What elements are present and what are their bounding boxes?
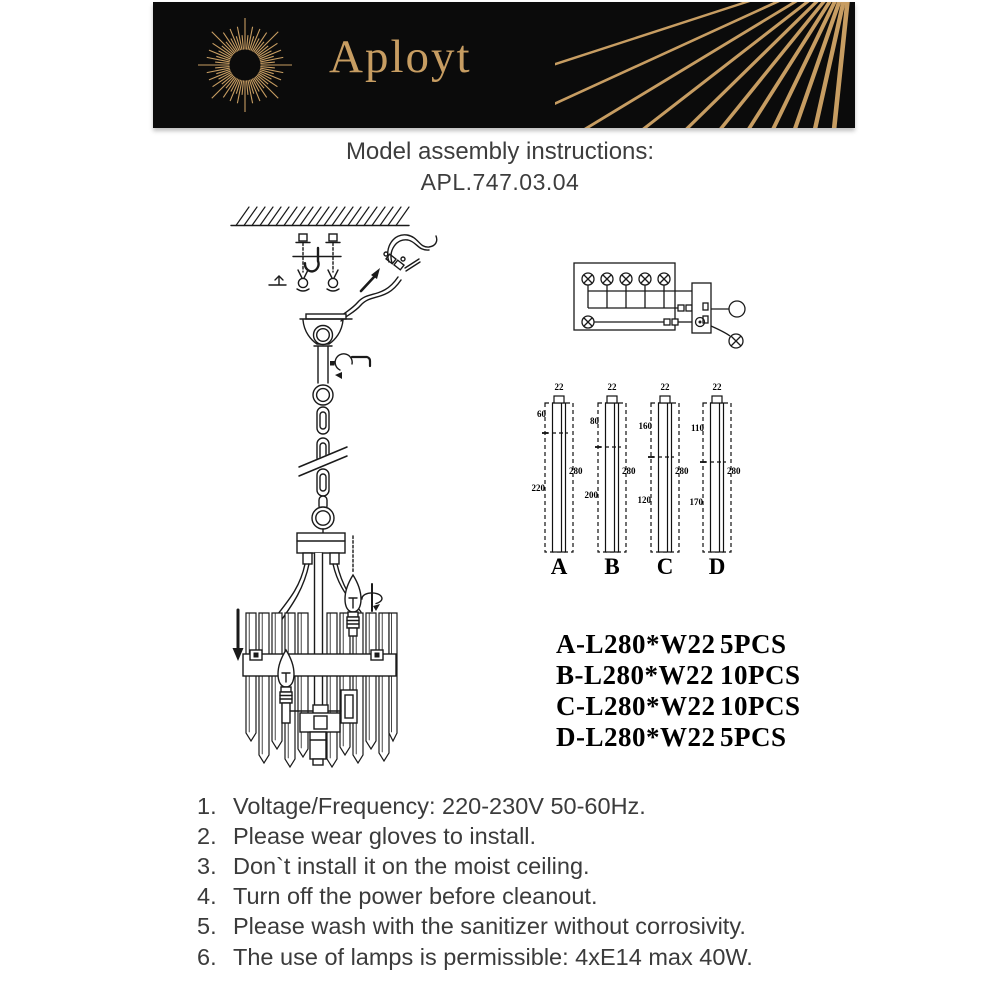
bar-lower-dim-label: 220 <box>531 483 545 493</box>
finial <box>310 732 326 759</box>
instruction-text: Voltage/Frequency: 220-230V 50-60Hz. <box>233 792 646 819</box>
instruction-item <box>197 882 837 912</box>
bar-lower-dim-label: 120 <box>637 495 651 505</box>
bar-letter-label: B <box>604 554 620 579</box>
controller-symbol <box>729 301 745 317</box>
bar-upper-dim-label: 110 <box>690 423 704 433</box>
bar-letter-label: D <box>708 554 726 579</box>
bar-upper-dim-label: 60 <box>537 409 546 419</box>
instruction-text: Please wear gloves to install. <box>233 822 537 849</box>
instruction-number: 1. <box>197 792 217 819</box>
header-banner <box>153 2 855 128</box>
ceiling-hook-icon <box>305 248 319 271</box>
bar-lower-dim-label: 170 <box>689 497 703 507</box>
locking-screw <box>330 361 335 366</box>
ceiling-canopy <box>300 314 352 383</box>
title-block <box>0 138 1000 196</box>
parts-list <box>556 629 801 753</box>
brand-wordmark: Aployt <box>329 31 472 83</box>
instruction-text: Turn off the power before cleanout. <box>233 883 598 910</box>
model-number: APL.747.03.04 <box>420 169 580 195</box>
instruction-number: 3. <box>197 852 217 879</box>
instruction-number: 4. <box>197 883 217 910</box>
page-title: Model assembly instructions: <box>345 138 655 165</box>
instruction-text: Don`t install it on the moist ceiling. <box>233 852 590 879</box>
bar-length-label: 280 <box>569 466 583 476</box>
crystal-bar-diagrams <box>528 383 760 591</box>
wiring-diagram <box>560 250 760 350</box>
part-qty: 5PCS <box>720 629 787 659</box>
instruction-number: 5. <box>197 913 217 940</box>
instruction-number: 6. <box>197 943 217 970</box>
corner-rays-decoration <box>555 2 855 128</box>
parts-list-row <box>556 722 801 753</box>
starburst-logo-icon <box>189 9 301 121</box>
instruction-number: 2. <box>197 822 217 849</box>
bar-length-label: 280 <box>622 466 636 476</box>
part-qty: 10PCS <box>720 660 801 690</box>
parts-list-row <box>556 691 801 722</box>
parts-list-row <box>556 629 801 660</box>
bar-letter-label: A <box>550 554 568 579</box>
rotate-arrow-icon <box>335 354 352 370</box>
part-qty: 5PCS <box>720 722 787 752</box>
bar-upper-dim-label: 160 <box>638 421 652 431</box>
ceiling-hatch <box>236 207 409 226</box>
part-code: A-L280*W22 <box>556 629 716 659</box>
instruction-item <box>197 912 837 942</box>
bar-top-width-label: 22 <box>660 382 670 392</box>
hanging-chain <box>299 407 347 529</box>
bar-length-label: 280 <box>675 466 689 476</box>
instruction-item <box>197 821 837 851</box>
bar-top-width-label: 22 <box>712 382 722 392</box>
instruction-text: The use of lamps is permissible: 4xE14 max 40W. <box>233 943 753 970</box>
part-code: D-L280*W22 <box>556 722 716 752</box>
instruction-item <box>197 942 837 972</box>
instruction-text: Please wash with the sanitizer without corrosivity. <box>233 913 746 940</box>
instructions-list <box>197 791 837 972</box>
bar-letter-label: C <box>656 554 674 579</box>
chandelier-assembly-diagram <box>170 195 500 785</box>
parts-list-row <box>556 660 801 691</box>
up-arrow-icon <box>361 277 374 291</box>
part-code: C-L280*W22 <box>556 691 716 721</box>
bar-top-width-label: 22 <box>554 382 564 392</box>
top-plate <box>297 533 345 553</box>
anchor-bolt-icon <box>269 276 286 285</box>
instruction-item <box>197 791 837 821</box>
part-code: B-L280*W22 <box>556 660 715 690</box>
bar-lower-dim-label: 200 <box>584 490 598 500</box>
bar-upper-dim-label: 80 <box>590 416 599 426</box>
expansion-bolt-icon <box>296 234 310 291</box>
bar-length-label: 280 <box>727 466 741 476</box>
part-qty: 10PCS <box>720 691 801 721</box>
bar-top-width-label: 22 <box>607 382 617 392</box>
instruction-item <box>197 851 837 881</box>
